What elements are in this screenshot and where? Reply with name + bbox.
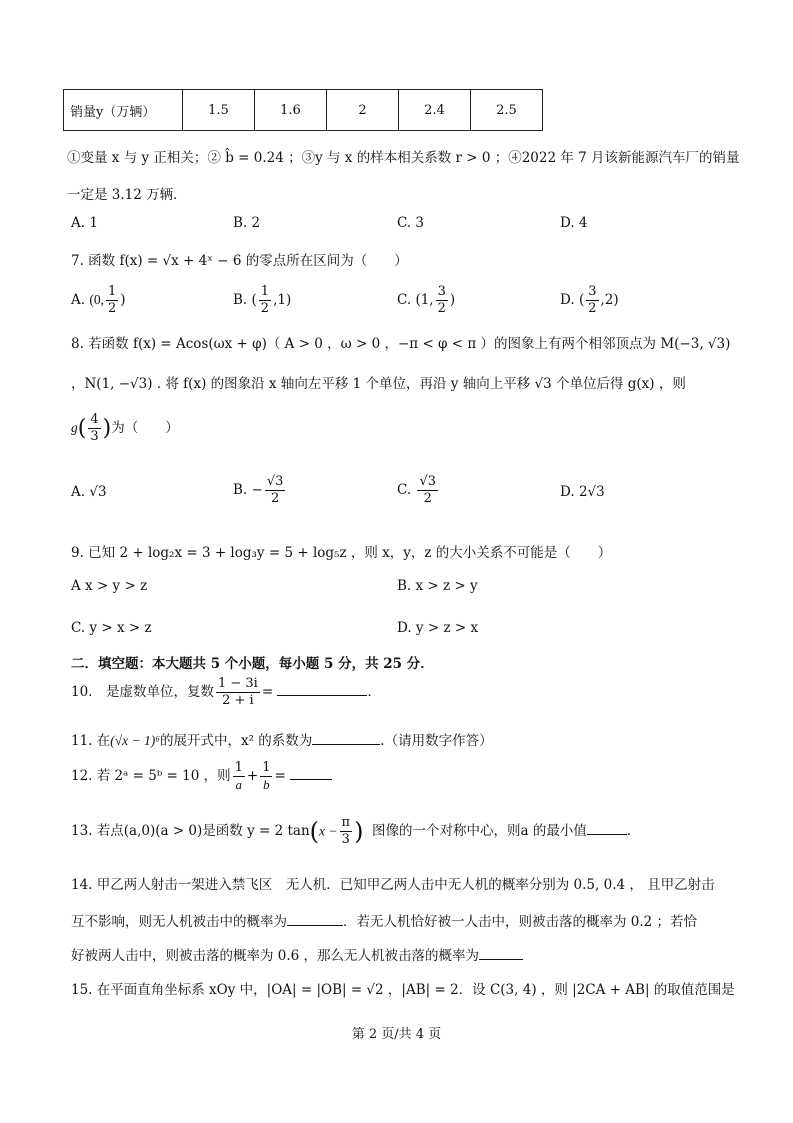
option-expr: (0, (89, 292, 104, 307)
q6-option-d: D. 4 (560, 215, 588, 231)
q6-statement-line2: 一定是 3.12 万辆． (67, 187, 187, 203)
q6-option-b: B. 2 (233, 215, 261, 231)
fraction: $\frac{4}{3}$ (90, 412, 99, 444)
q8-line3: g( $\frac{4}{3}$ )为（ ） (71, 412, 179, 444)
q15: 15. 在平面直角坐标系 xOy 中，|OA| = |OB| = √2 ，|AB| = 2．设 C(3, 4) ，则 |2CA + AB| 的取值范围是 (71, 982, 735, 998)
option-label: B. (233, 292, 248, 308)
option-label: D. (560, 292, 575, 308)
q6-option-a: A. 1 (71, 215, 98, 231)
fraction: $\frac{\pi}{3}$ (341, 815, 351, 847)
q6-option-c: C. 3 (397, 215, 425, 231)
fraction: $\frac{3}{2}$ (588, 284, 597, 316)
q12: 12. 若 2ᵃ = 5ᵇ = 10 ，则 $\frac{1}{a}$ + $\frac{1}{b}$ = (71, 760, 332, 793)
answer-blank (587, 820, 627, 835)
table-cell: 2 (327, 90, 399, 131)
q8-option-b: B. − $\frac{√3}{2}$ (233, 474, 284, 506)
table-cell: 2.5 (471, 90, 543, 131)
fraction: $\frac{1 - 3i}{2 + i}$ (217, 676, 258, 708)
q9-option-a: A x > y > z (71, 578, 148, 594)
q9-option-c: C. y > x > z (71, 620, 152, 636)
q11: 11. 在(√x − 1)⁶的展开式中，x² 的系数为 .（请用数字作答） (71, 729, 493, 749)
answer-blank (290, 765, 332, 780)
q8-option-a: A. √3 (71, 484, 107, 500)
q7-option-d: D. ( $\frac{3}{2}$ ,2) (560, 284, 619, 316)
answer-blank (287, 911, 343, 926)
page-footer: 第 2 页/共 4 页 (351, 1027, 442, 1042)
q10: 10. 是虚数单位，复数 $\frac{1 - 3i}{2 + i}$ = ． (71, 676, 381, 708)
q6-statement-line1: ①变量 x 与 y 正相关；② b̂ = 0.24 ；③y 与 x 的样本相关系数 r > 0 ；④2022 年 7 月该新能源汽车厂的销量 (67, 150, 740, 166)
answer-blank (312, 730, 380, 745)
q8-line1: 8. 若函数 f(x) = Acos(ωx + φ)（ A > 0 ，ω > 0 ，−π < φ < π ）的图象上有两个相邻顶点为 M(−3, √3) (71, 336, 731, 352)
table-row-header: 销量y（万辆） (64, 90, 183, 131)
q7-stem: 7. 函数 f(x) = √x + 4ˣ − 6 的零点所在区间为（ ） (71, 253, 408, 269)
fraction: $\frac{1}{b}$ (262, 760, 271, 792)
option-label: A. (71, 292, 86, 308)
q14-line3: 好被两人击中，则被击落的概率为 0.6 ，那么无人机被击落的概率为 (71, 944, 523, 964)
q7-option-b: B. ( $\frac{1}{2}$ ,1) (233, 284, 292, 316)
table-row (64, 90, 543, 131)
table-cell: 2.4 (399, 90, 471, 131)
fraction: $\frac{1}{2}$ (107, 284, 117, 316)
fraction: $\frac{1}{a}$ (234, 760, 243, 792)
q9-stem: 9. 已知 2 + log₂x = 3 + log₃y = 5 + log₅z ，则 x，y，z 的大小关系不可能是（ ） (71, 545, 612, 561)
answer-blank (479, 945, 523, 960)
q7-option-c: C. (1, $\frac{3}{2}$ ) (397, 284, 456, 316)
q8-line2: ，N(1, −√3) . 将 f(x) 的图象沿 x 轴向左平移 1 个单位，再沿 y 轴向上平移 √3 个单位后得 g(x) ，则 (71, 376, 686, 392)
table-cell: 1.6 (255, 90, 327, 131)
q7-option-a: A. (0, $\frac{1}{2}$ ) (71, 284, 126, 316)
q13: 13. 若点(a,0)(a > 0)是函数 y = 2 tan(x − $\frac{\pi}{3}$ ) 图像的一个对称中心，则a 的最小值 ． (71, 815, 641, 847)
q9-option-b: B. x > z > y (397, 578, 478, 594)
table-cell: 1.5 (183, 90, 255, 131)
q14-line1: 14. 甲乙两人射击一架进入禁飞区 无人机．已知甲乙两人击中无人机的概率分别为 0.5, 0.4 ， 且甲乙射击 (71, 877, 715, 893)
q14-line2: 互不影响，则无人机被击中的概率为 ．若无人机恰好被一人击中，则被击落的概率为 0.2 ；若恰 (71, 910, 697, 930)
q9-option-d: D. y > z > x (397, 620, 479, 636)
sales-table (63, 89, 543, 131)
fraction: $\frac{√3}{2}$ (419, 474, 436, 506)
option-label: C. (397, 292, 412, 308)
fraction: $\frac{3}{2}$ (437, 284, 446, 316)
section-heading: 二．填空题：本大题共 5 个小题，每小题 5 分，共 25 分． (71, 656, 434, 672)
q8-option-d: D. 2√3 (560, 484, 605, 500)
answer-blank (277, 681, 367, 696)
fraction: $\frac{1}{2}$ (260, 284, 270, 316)
q8-option-c: C. $\frac{√3}{2}$ (397, 474, 436, 506)
fraction: $\frac{√3}{2}$ (266, 474, 284, 506)
